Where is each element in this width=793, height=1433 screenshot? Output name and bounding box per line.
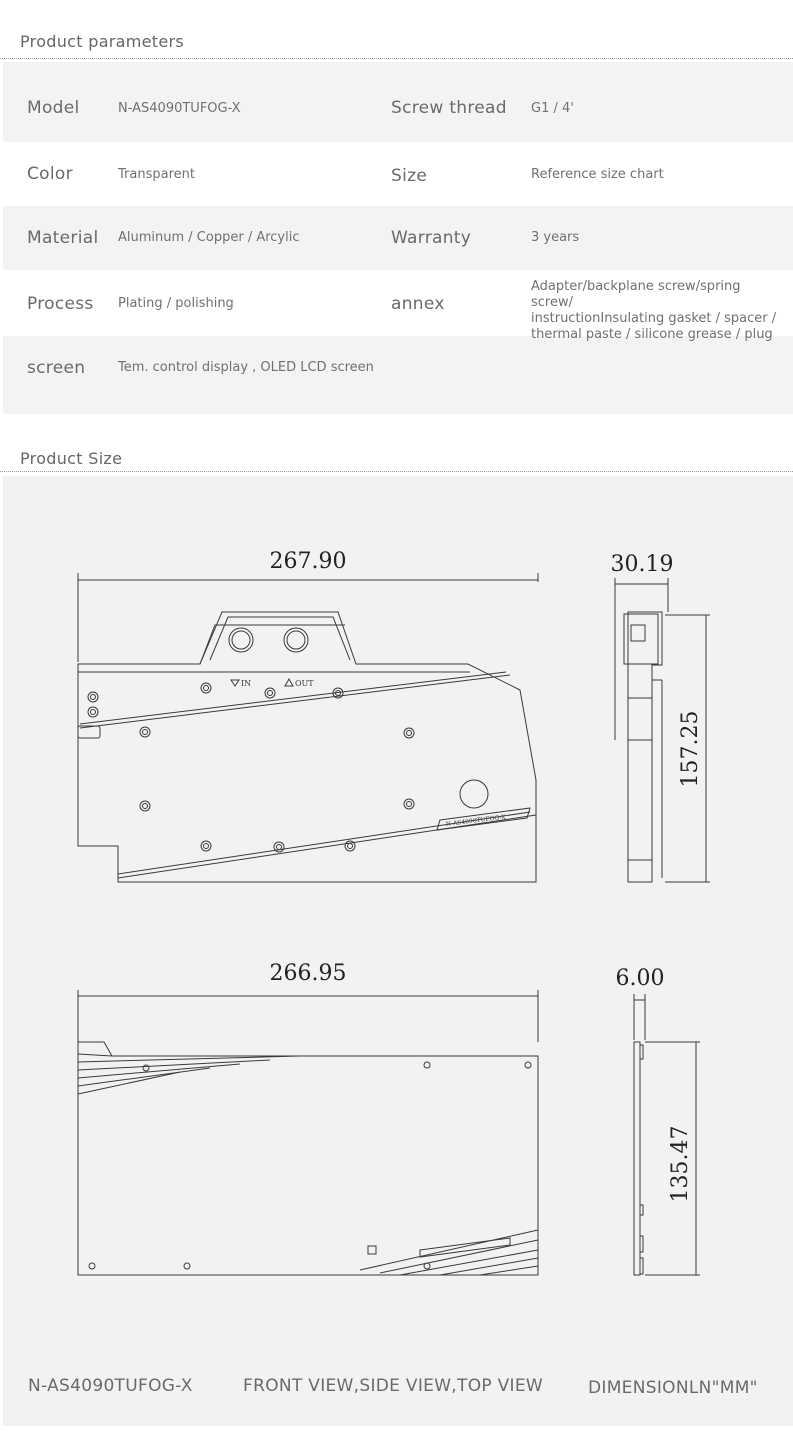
back-depth-value: 6.00 [615, 966, 665, 991]
annex-line: Adapter/backplane screw/spring screw/ [531, 279, 741, 310]
param-value: Transparent [118, 167, 195, 182]
param-value: Plating / polishing [118, 296, 234, 311]
front-screws [88, 683, 414, 852]
back-screws [89, 1062, 531, 1269]
side-depth-value: 30.19 [610, 552, 674, 577]
param-label: Screw thread [391, 98, 507, 118]
back-width-value: 266.95 [269, 961, 347, 986]
front-block-outline [78, 612, 536, 882]
param-label: Size [391, 166, 428, 186]
side-block-outline [628, 612, 662, 882]
side-terminal [624, 614, 658, 664]
param-value: N-AS4090TUFOG-X [118, 101, 241, 116]
footer-unit: DIMENSIONLN"MM" [588, 1378, 758, 1398]
annex-line: thermal paste / silicone grease / plug [531, 327, 773, 342]
param-label: Model [27, 98, 80, 118]
annex-line: instructionInsulating gasket / spacer / [531, 311, 777, 326]
footer-model: N-AS4090TUFOG-X [28, 1376, 193, 1396]
side-height-value: 157.25 [678, 710, 703, 788]
outlet-label: OUT [295, 679, 314, 688]
oled-screen [460, 780, 488, 808]
inlet-port [229, 628, 253, 652]
outlet-port [284, 628, 308, 652]
param-label: annex [391, 294, 445, 314]
param-label: Color [27, 164, 73, 184]
footer-views: FRONT VIEW,SIDE VIEW,TOP VIEW [243, 1376, 544, 1396]
param-value: Tem. control display , OLED LCD screen [118, 360, 374, 375]
param-value: G1 / 4' [531, 101, 574, 116]
back-logo-mark [368, 1246, 376, 1254]
params-section-title: Product parameters [20, 32, 185, 51]
backplate-stripes-bottom [360, 1230, 538, 1275]
param-value: Aluminum / Copper / Arcylic [118, 230, 300, 245]
param-value: Reference size chart [531, 167, 664, 182]
param-label: Process [27, 294, 94, 314]
backplate-stripes-top [78, 1054, 300, 1094]
param-label: screen [27, 358, 86, 378]
plate-model-label: N-AS4090TUFOG-X [445, 813, 506, 828]
size-section-title: Product Size [20, 449, 123, 468]
param-value: 3 years [531, 230, 580, 245]
back-nameplate [420, 1238, 510, 1257]
back-height-value: 135.47 [668, 1125, 693, 1203]
param-label: Warranty [391, 228, 472, 248]
back-side-outline [634, 1042, 640, 1275]
front-width-value: 267.90 [269, 549, 347, 574]
inlet-label: IN [241, 679, 252, 688]
param-label: Material [27, 228, 99, 248]
